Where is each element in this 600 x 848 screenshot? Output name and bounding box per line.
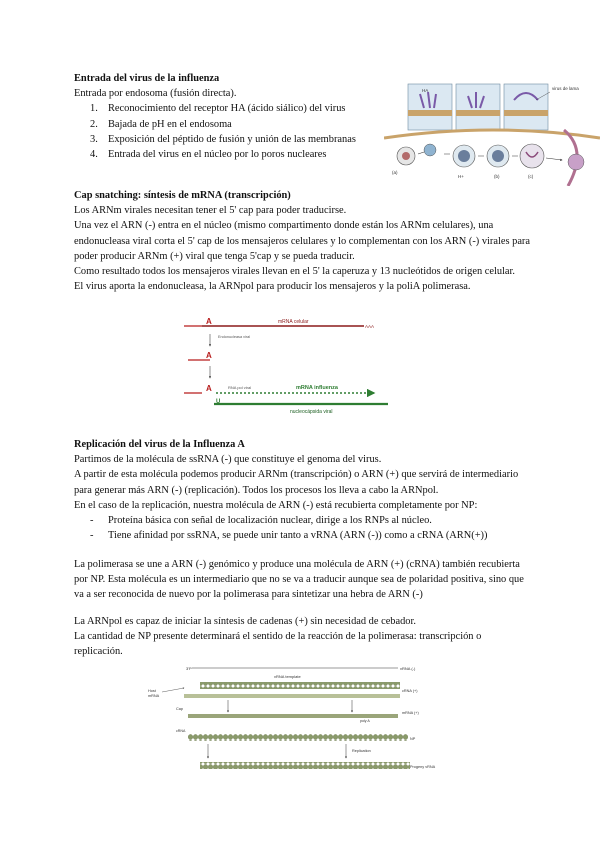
section2-paragraph: El virus aporta la endonucleasa, la ARNpol para producir los mensajeros y la poliA polimerasa. — [74, 281, 471, 293]
membrane-band — [408, 110, 452, 116]
np-coated-crna — [188, 734, 408, 741]
mrna-strand — [188, 714, 398, 718]
membrane-band — [456, 110, 500, 116]
endosome — [520, 144, 544, 168]
cap-letter: A — [206, 384, 212, 393]
label-progeny-vrna: Progeny vRNA — [410, 765, 436, 769]
label-virus: virus de lama — [552, 86, 579, 91]
section2-paragraph: Los ARNm virales necesitan tener el 5' cap para poder traducirse. — [74, 205, 347, 217]
u-letter: U — [216, 399, 221, 405]
cap-snatching-figure — [178, 312, 388, 416]
label-ha: HA — [422, 88, 429, 93]
label-np: NP — [410, 737, 416, 741]
list-item: 4. Entrada del virus en el núcleo por lo poros nucleares — [90, 149, 327, 161]
np-coated-vrna — [200, 682, 400, 689]
section-cap-snatching — [74, 188, 530, 294]
section3-paragraph: Partimos de la molécula de ssRNA (-) que constituye el genoma del virus. — [74, 454, 382, 466]
list-item: - Proteína básica con señal de localización nuclear, dirige a los RNPs al núcleo. — [90, 515, 432, 527]
label-poly-a: poly A — [360, 719, 370, 723]
section3-title: Replicación del virus de la Influenza A — [74, 439, 245, 450]
cap-letter: A — [206, 351, 212, 360]
label-cap: Cap — [176, 707, 183, 711]
virus-core — [402, 152, 410, 160]
list-item: 2. Bajada de pH en el endosoma — [90, 118, 232, 130]
list-item: 3. Exposición del péptido de fusión y unión de las membranas — [90, 133, 356, 145]
label-host-mrna: mRNA — [148, 694, 160, 698]
replication-figure — [148, 662, 448, 782]
label-influenza-mrna: mRNA influenza — [296, 385, 338, 391]
label-vrna-minus: vRNA (-) — [400, 666, 416, 671]
label-nucleocapsid: nucleocápsida viral — [290, 409, 333, 415]
label-b: (b) — [494, 174, 500, 179]
section-replicacion — [74, 437, 530, 543]
crna-strand — [184, 694, 400, 698]
section2-title: Cap snatching: síntesis de mRNA (transcripción) — [74, 190, 291, 201]
label-a: (a) — [392, 170, 398, 175]
entry-panel-2 — [456, 84, 500, 130]
virus-in-endosome — [458, 150, 470, 162]
label-replication: Replication — [352, 749, 371, 753]
section3-paragraph: En el caso de la replicación, nuestra molécula de ARN (-) está recubierta completamente por NP: — [74, 499, 478, 511]
cap-letter: A — [206, 317, 212, 326]
list-item: 1. Reconocimiento del receptor HA (ácido siálico) del virus — [90, 103, 346, 115]
nuclear-pore — [568, 154, 584, 170]
membrane-band — [504, 110, 548, 116]
label-rna-pol: RNA pol viral — [228, 385, 252, 390]
label-cellular-mrna: mRNA celular — [278, 319, 309, 325]
label-aaa: AAA — [365, 324, 375, 329]
virus-entry-figure — [384, 82, 600, 186]
label-mrna-plus: mRNA (+) — [402, 711, 419, 715]
entry-steps-list — [74, 101, 354, 162]
section3-line: La ARNpol es capaz de iniciar la síntesis de cadenas (+) sin necesidad de cebador. — [74, 616, 416, 627]
endosome — [424, 144, 436, 156]
section2-paragraph: Una vez el ARN (-) entra en el núcleo (mismo compartimento donde están los ARNm celulares), una endonucleasa viral corta el 5' cap de los mensajeros celulares y lo complementan con los ARN (-) virales para poder producir ARNm (+) viral que tenga 5'cap y se pueda traducir. — [74, 220, 531, 262]
section3-paragraph2: La polimerasa se une a ARN (-) genómico y produce una molécula de ARN (+) (cRNA) también recubierta por NP. Esta molécula es un intermediario que no se va a traducir aunque sea de polaridad positiva, sino que va a ser reconocida de nuevo por la polimerasa para sintetizar una hebra de ARN (-) — [74, 559, 524, 601]
np-coated-progeny — [200, 762, 410, 769]
list-item: - Tiene afinidad por ssRNA, se puede unir tanto a vRNA (ARN (-)) como a cRNA (ARN(+)) — [90, 530, 488, 542]
label-h: H+ — [458, 174, 464, 179]
section2-paragraph: Como resultado todos los mensajeros virales llevan en el 5' la caperuza y 13 nucleótidos de origen celular. — [74, 266, 516, 278]
virus-in-endosome — [492, 150, 504, 162]
label-crna: cRNA — [176, 729, 186, 733]
section3-line: La cantidad de NP presente determinará el sentido de la reacción de la polimerasa: transcripción o replicación. — [74, 631, 482, 658]
entry-panel-3 — [504, 84, 548, 130]
section1-title: Entrada del virus de la influenza — [74, 73, 220, 84]
label-host: Host — [148, 689, 156, 693]
label-vrna-template: vRNA template — [274, 674, 301, 679]
label-3p: 3'P — [186, 666, 192, 671]
label-endonuclease: Endonucleasa viral — [218, 335, 251, 339]
np-bullets — [74, 513, 530, 543]
label-crna-plus: cRNA (+) — [402, 689, 418, 693]
section3-paragraph3 — [74, 614, 530, 660]
label-c: (c) — [528, 174, 534, 179]
section3-paragraph: A partir de esta molécula podemos producir ARNm (transcripción) o ARN (+) que servirá de intermediario para generar más ARN (-) (replicación). Todos los procesos los lleva a cabo la ARNpol. — [74, 469, 519, 496]
section1-intro: Entrada por endosoma (fusión directa). — [74, 88, 237, 100]
